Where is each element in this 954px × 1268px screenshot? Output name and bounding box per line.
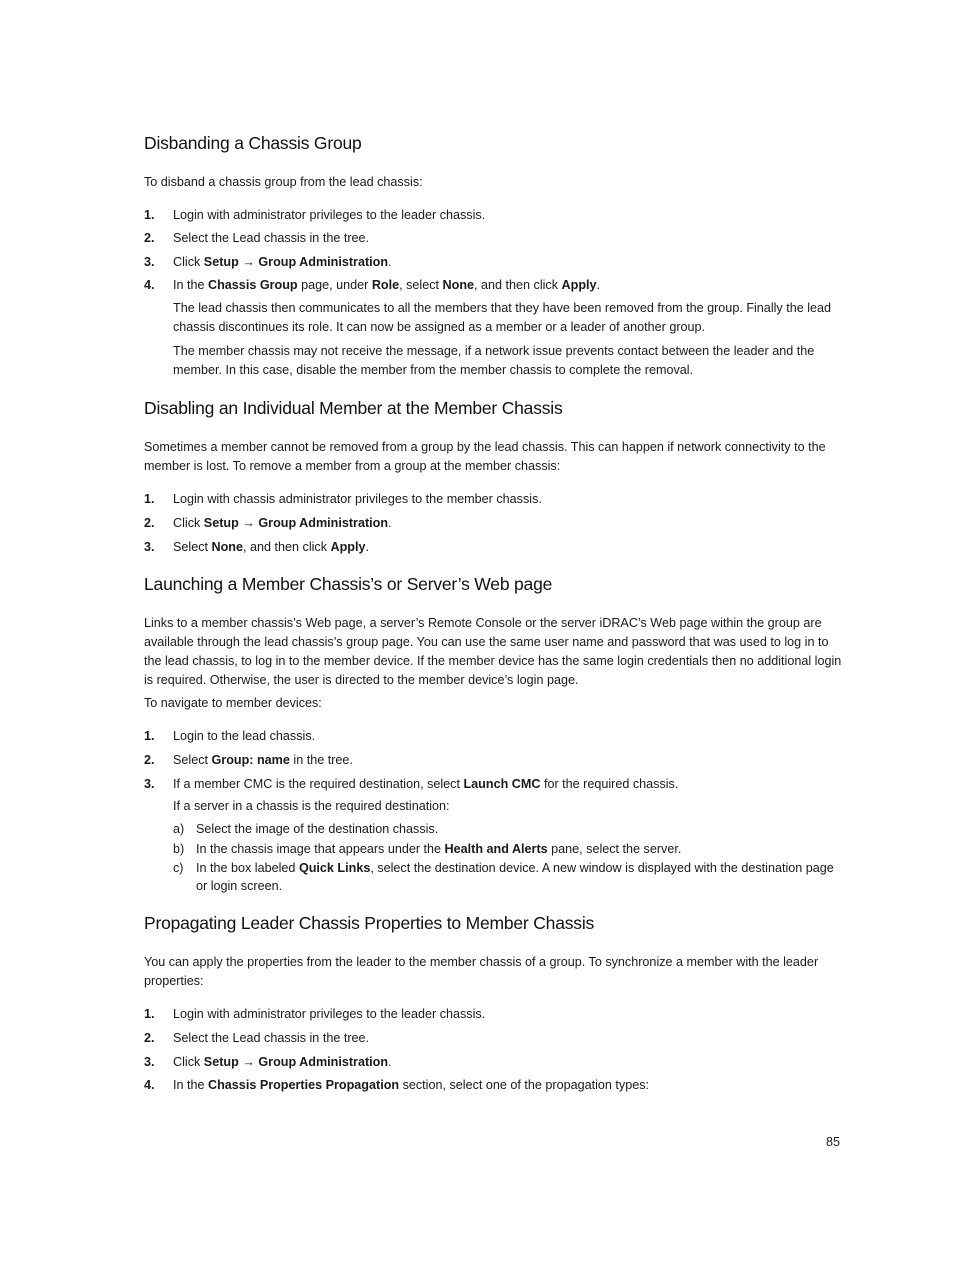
list-text: Login with administrator privileges to the leader chassis. bbox=[173, 1007, 486, 1021]
paragraph: You can apply the properties from the leader to the member chassis of a group. To synchronize a member with the leader properties: bbox=[144, 955, 819, 988]
section-heading-propagating: Propagating Leader Chassis Properties to Member Chassis bbox=[144, 913, 595, 933]
list-number: 3. bbox=[144, 255, 155, 269]
step-note: The lead chassis then communicates to all the members that they have been removed from the group. Finally the lead chassis discontinues its role. It can now be assigned as a member or a leader of another group. bbox=[173, 301, 832, 334]
list-text: Select None, and then click Apply. bbox=[173, 540, 369, 554]
step-note: If a server in a chassis is the required destination: bbox=[173, 799, 450, 813]
list-number: 2. bbox=[144, 753, 155, 767]
paragraph: Links to a member chassis’s Web page, a server’s Remote Console or the server iDRAC’s Web page within the group are available through the lead chassis’s group page. You can use the same user name and password that was used to log in to the lead chassis, to log in to the member device. If the member device has the same login credentials then no additional login is required. Otherwise, the user is directed to the member device’s login page. bbox=[144, 616, 842, 687]
sub-list-letter: a) bbox=[173, 822, 185, 836]
section-heading-disbanding: Disbanding a Chassis Group bbox=[144, 133, 362, 153]
section-heading-launching: Launching a Member Chassis’s or Server’s Web page bbox=[144, 574, 553, 594]
page-number: 85 bbox=[826, 1135, 841, 1149]
sub-list-text: In the box labeled Quick Links, select the destination device. A new window is displayed with the destination page or login screen. bbox=[196, 861, 834, 893]
list-number: 1. bbox=[144, 492, 155, 506]
list-number: 1. bbox=[144, 208, 155, 222]
list-text: Click Setup → Group Administration. bbox=[173, 1055, 392, 1069]
step-note: The member chassis may not receive the message, if a network issue prevents contact between the leader and the member. In this case, disable the member from the member chassis to complete the removal. bbox=[173, 344, 815, 377]
list-text: Click Setup → Group Administration. bbox=[173, 516, 392, 530]
sub-list-text: Select the image of the destination chassis. bbox=[196, 822, 439, 836]
list-text: If a member CMC is the required destination, select Launch CMC for the required chassis. bbox=[173, 777, 679, 791]
list-text: Login with administrator privileges to the leader chassis. bbox=[173, 208, 486, 222]
list-text: Select the Lead chassis in the tree. bbox=[173, 1031, 370, 1045]
list-number: 3. bbox=[144, 777, 155, 791]
paragraph: To navigate to member devices: bbox=[144, 696, 322, 710]
sub-list-text: In the chassis image that appears under the Health and Alerts pane, select the server. bbox=[196, 842, 682, 856]
list-text: In the Chassis Properties Propagation section, select one of the propagation types: bbox=[173, 1078, 650, 1092]
list-number: 3. bbox=[144, 540, 155, 554]
paragraph: To disband a chassis group from the lead chassis: bbox=[144, 175, 423, 189]
section-heading-disabling-member: Disabling an Individual Member at the Member Chassis bbox=[144, 398, 563, 418]
list-number: 4. bbox=[144, 1078, 155, 1092]
list-text: In the Chassis Group page, under Role, select None, and then click Apply. bbox=[173, 278, 601, 292]
list-number: 2. bbox=[144, 231, 155, 245]
list-number: 3. bbox=[144, 1055, 155, 1069]
list-number: 1. bbox=[144, 1007, 155, 1021]
list-number: 4. bbox=[144, 278, 155, 292]
list-number: 2. bbox=[144, 1031, 155, 1045]
sub-list-letter: b) bbox=[173, 842, 185, 856]
list-number: 2. bbox=[144, 516, 155, 530]
list-text: Select the Lead chassis in the tree. bbox=[173, 231, 370, 245]
list-text: Login with chassis administrator privileges to the member chassis. bbox=[173, 492, 542, 506]
list-text: Click Setup → Group Administration. bbox=[173, 255, 392, 269]
list-number: 1. bbox=[144, 729, 155, 743]
list-text: Select Group: name in the tree. bbox=[173, 753, 353, 767]
sub-list-letter: c) bbox=[173, 861, 184, 875]
list-text: Login to the lead chassis. bbox=[173, 729, 316, 743]
paragraph: Sometimes a member cannot be removed from a group by the lead chassis. This can happen if network connectivity to the member is lost. To remove a member from a group at the member chassis: bbox=[144, 440, 826, 473]
